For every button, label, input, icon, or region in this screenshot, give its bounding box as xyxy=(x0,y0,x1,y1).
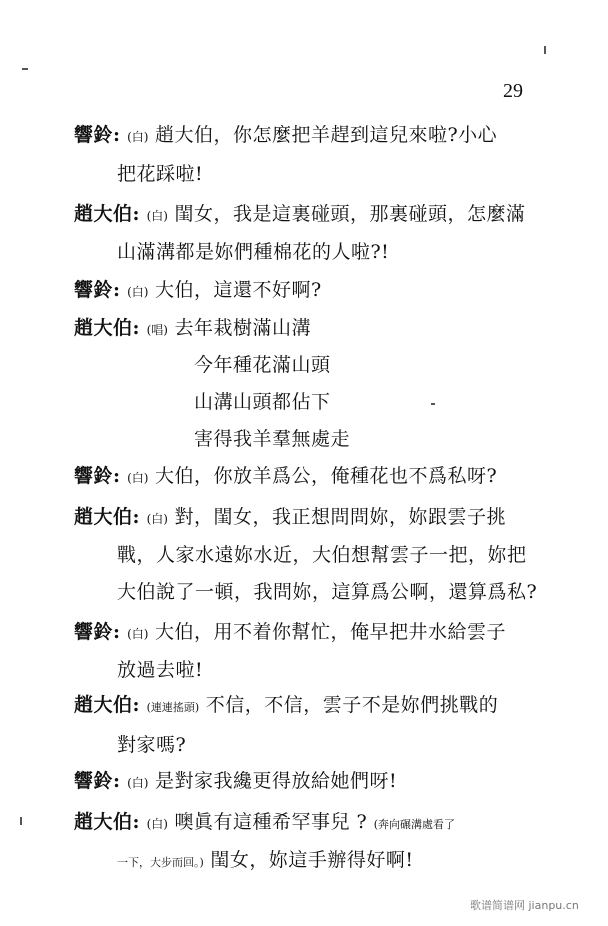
dialogue-line xyxy=(74,769,397,795)
scan-mark xyxy=(20,817,22,825)
speaker: 趙大伯: xyxy=(74,811,141,833)
stage-direction: (白) xyxy=(127,130,149,144)
dialogue-text: 對家嗎? xyxy=(117,734,187,756)
dialogue-line xyxy=(117,240,389,264)
song-line: 去年栽樹滿山溝 xyxy=(174,317,311,339)
dialogue-text: 對，閨女，我正想問問妳，妳跟雲子挑 xyxy=(174,506,506,528)
dialogue-line xyxy=(117,543,527,567)
dialogue-line xyxy=(74,693,498,720)
song-text: 害得我羊羣無處走 xyxy=(194,428,351,450)
dialogue-line xyxy=(74,278,322,304)
dialogue-text: 大伯，用不着你幫忙，俺早把井水給雲子 xyxy=(154,621,506,643)
dialogue-line xyxy=(117,658,203,682)
page-number: 29 xyxy=(503,80,523,102)
speaker: 響鈴: xyxy=(74,124,121,146)
dialogue-text: 是對家我纔更得放給她們呀! xyxy=(154,770,398,792)
scan-mark xyxy=(22,68,28,70)
song-line xyxy=(194,390,331,414)
dialogue-text: 山滿溝都是妳們種棉花的人啦?! xyxy=(117,241,390,263)
scan-mark xyxy=(431,403,435,405)
dialogue-text: 閨女，我是這裏碰頭，那裏碰頭，怎麼滿 xyxy=(174,203,526,225)
dialogue-text: 噢眞有這種希罕事兒 ? xyxy=(174,811,368,833)
song-line xyxy=(194,427,350,451)
speaker: 趙大伯: xyxy=(74,506,141,528)
stage-direction: (唱) xyxy=(146,323,168,337)
speaker: 趙大伯: xyxy=(74,203,141,225)
speaker: 響鈴: xyxy=(74,279,121,301)
dialogue-line xyxy=(117,848,413,875)
speaker: 趙大伯: xyxy=(74,694,141,716)
dialogue-text: 大伯，這還不好啊? xyxy=(154,279,322,301)
stage-direction: (奔向碾溝處看了 xyxy=(373,818,456,831)
speaker: 響鈴: xyxy=(74,465,121,487)
dialogue-text: 大伯，你放羊爲公，俺種花也不爲私呀? xyxy=(154,465,498,487)
dialogue-line xyxy=(117,580,537,604)
scan-mark xyxy=(544,46,546,54)
dialogue-text: 放過去啦! xyxy=(117,659,204,681)
dialogue-line xyxy=(74,316,311,342)
dialogue-line xyxy=(74,620,506,646)
dialogue-text: 閨女，妳這手辦得好啊! xyxy=(210,849,414,871)
dialogue-text: 不信，不信，雲子不是妳們挑戰的 xyxy=(205,694,499,716)
dialogue-line xyxy=(74,202,526,228)
dialogue-line xyxy=(117,162,203,186)
stage-direction: (白) xyxy=(146,817,168,831)
song-text: 今年種花滿山頭 xyxy=(194,354,331,376)
song-line xyxy=(194,353,331,377)
speaker: 趙大伯: xyxy=(74,317,141,339)
site-watermark: 歌谱简谱网 jianpu.cn xyxy=(470,899,579,912)
dialogue-text: 戰，人家水遠妳水近，大伯想幫雲子一把，妳把 xyxy=(117,544,527,566)
stage-direction: (白) xyxy=(127,776,149,790)
dialogue-line xyxy=(74,810,455,837)
stage-direction: (白) xyxy=(146,209,168,223)
stage-direction: (連連搖頭) xyxy=(146,701,200,714)
dialogue-text: 趙大伯，你怎麼把羊趕到這兒來啦?小心 xyxy=(154,124,498,146)
stage-direction: (白) xyxy=(127,627,149,641)
stage-direction: 一下，大步而回。) xyxy=(117,856,204,869)
dialogue-line xyxy=(117,733,186,757)
speaker: 響鈴: xyxy=(74,621,121,643)
speaker: 響鈴: xyxy=(74,770,121,792)
dialogue-line xyxy=(74,123,497,149)
dialogue-line xyxy=(74,464,497,490)
stage-direction: (白) xyxy=(146,512,168,526)
dialogue-text: 大伯說了一頓，我問妳，這算爲公啊，還算爲私? xyxy=(117,581,538,603)
song-text: 山溝山頭都佔下 xyxy=(194,391,331,413)
stage-direction: (白) xyxy=(127,285,149,299)
dialogue-line xyxy=(74,505,506,531)
stage-direction: (白) xyxy=(127,471,149,485)
dialogue-text: 把花踩啦! xyxy=(117,163,204,185)
